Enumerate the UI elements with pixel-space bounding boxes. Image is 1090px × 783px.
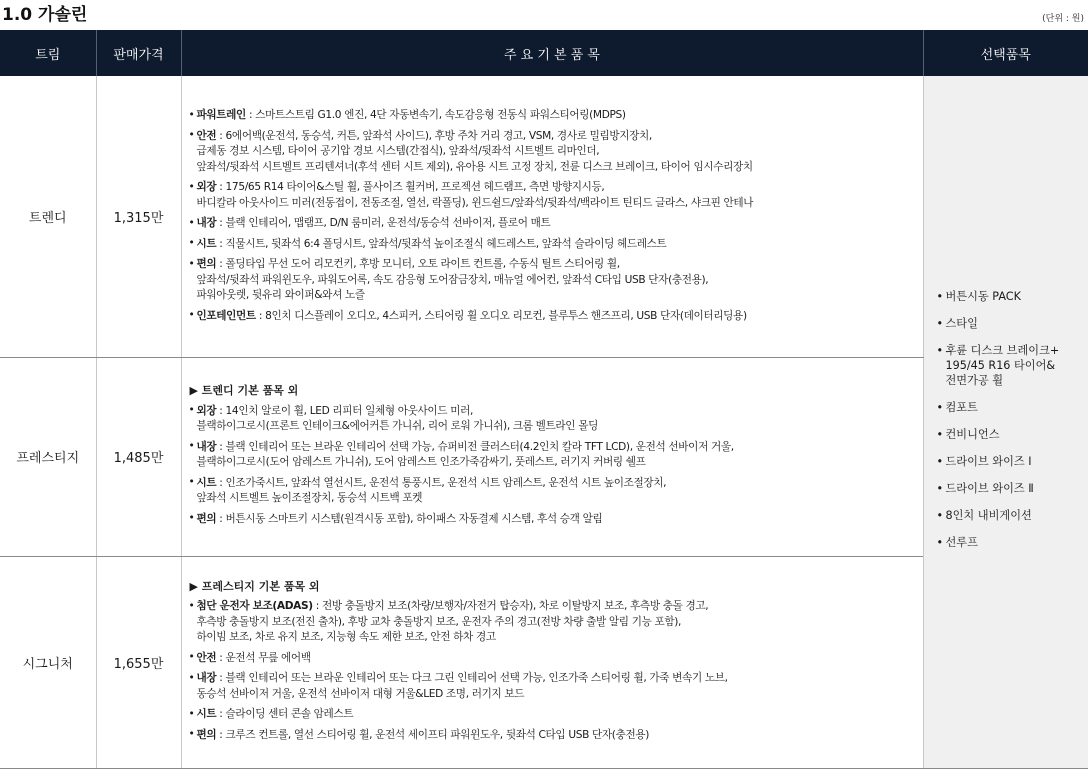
feature-item xyxy=(188,106,917,127)
category-separator: : xyxy=(216,476,226,489)
column-header-main-items: 주 요 기 본 품 목 xyxy=(181,30,923,76)
feature-item xyxy=(188,126,917,178)
feature-category: 편의 xyxy=(196,728,217,741)
trim-name: 프레스티지 xyxy=(0,357,96,556)
feature-text: 직물시트, 뒷좌석 6:4 폴딩시트, 앞좌석/뒷좌석 높이조절식 헤드레스트, 앞좌석 슬라이딩 헤드레스트 xyxy=(225,237,667,250)
feature-category: 외장 xyxy=(196,181,217,194)
category-separator: : xyxy=(255,309,266,322)
option-item: • 후륜 디스크 브레이크+ 195/45 R16 타이어& 전면가공 휠 xyxy=(936,343,1089,388)
category-separator: : xyxy=(216,512,226,525)
category-separator: : xyxy=(312,600,323,612)
base-items-note: ▶ 프레스티지 기본 품목 외 xyxy=(189,579,320,593)
feature-item xyxy=(188,214,917,235)
feature-item xyxy=(188,178,917,214)
feature-category: 편의 xyxy=(196,258,217,271)
feature-text: 슬라이딩 센터 콘솔 암레스트 xyxy=(225,708,354,720)
feature-item xyxy=(188,306,917,327)
option-item: • 드라이브 와이즈 Ⅰ xyxy=(936,454,1089,469)
feature-text: 버튼시동 스마트키 시스템(원격시동 포함), 하이패스 자동결제 시스템, 후석 승객 알림 xyxy=(225,512,603,525)
feature-category: 안전 xyxy=(196,651,217,664)
column-header-options: 선택품목 xyxy=(923,30,1088,76)
trim-name: 시그니처 xyxy=(0,556,96,768)
feature-category: 안전 xyxy=(196,129,217,142)
feature-text: 운전석 무릎 에어백 xyxy=(225,651,311,664)
option-item: • 스타일 xyxy=(936,316,1089,331)
feature-list xyxy=(182,573,923,752)
category-separator: : xyxy=(216,728,226,741)
main-items-cell xyxy=(181,76,923,357)
category-separator: : xyxy=(216,404,226,417)
feature-item xyxy=(188,255,917,307)
feature-category: 첨단 운전자 보조(ADAS) xyxy=(196,600,313,612)
column-header-price: 판매가격 xyxy=(96,30,181,76)
feature-item xyxy=(188,705,917,726)
feature-item xyxy=(188,234,917,255)
main-items-cell xyxy=(181,357,923,556)
feature-category: 파워트레인 xyxy=(196,109,246,122)
feature-item xyxy=(188,669,917,705)
feature-category: 시트 xyxy=(196,708,217,720)
category-separator: : xyxy=(216,651,226,664)
feature-item xyxy=(188,648,917,669)
feature-item xyxy=(188,437,917,473)
category-separator: : xyxy=(216,181,226,194)
feature-item xyxy=(188,509,917,530)
trim-price: 1,315만 xyxy=(96,76,181,357)
feature-list xyxy=(182,100,923,333)
feature-list xyxy=(182,377,923,536)
option-item: • 컨비니언스 xyxy=(936,427,1089,442)
feature-category: 편의 xyxy=(196,512,217,525)
table-header-row xyxy=(0,30,1088,76)
unit-note: (단위 : 원) xyxy=(1042,14,1084,24)
option-item: • 컴포트 xyxy=(936,400,1089,415)
trim-price: 1,485만 xyxy=(96,357,181,556)
feature-category: 인포테인먼트 xyxy=(196,309,256,322)
category-separator: : xyxy=(216,440,226,453)
option-item: • 8인치 내비게이션 xyxy=(936,508,1089,523)
option-item: • 버튼시동 PACK xyxy=(936,289,1089,304)
base-items-note: ▶ 트렌디 기본 품목 외 xyxy=(189,384,299,398)
feature-category: 시트 xyxy=(196,476,217,489)
feature-item xyxy=(188,725,917,746)
option-item: • 선루프 xyxy=(936,535,1089,550)
feature-item xyxy=(188,597,917,649)
feature-text: 전방 충돌방지 보조(차량/보행자/자전거 탑승자), 차로 이탈방지 보조, 후측방 충돌 경고, 후측방 충돌방지 보조(전진 출차), 후방 교차 충돌방지 보조, 운전자 주의 경고(전방 차량 출발 알림 기능 포함), 하이빔 보조, 차로 유지 보조, 지능형 속도 제한 보조, 안전 하차 경고 xyxy=(196,600,709,643)
category-separator: : xyxy=(216,237,226,250)
feature-category: 내장 xyxy=(196,672,217,684)
feature-text: 스마트스트림 G1.0 엔진, 4단 자동변속기, 속도감응형 전동식 파워스티어링(MDPS) xyxy=(255,109,626,122)
feature-text: 8인치 디스플레이 오디오, 4스피커, 스티어링 휠 오디오 리모컨, 블루투스 핸즈프리, USB 단자(데이터리딩용) xyxy=(265,309,747,322)
feature-category: 내장 xyxy=(196,440,217,453)
trim-spec-table xyxy=(0,30,1088,769)
feature-text: 인조가죽시트, 앞좌석 열선시트, 운전석 통풍시트, 운전석 시트 암레스트, 운전석 시트 높이조절장치, 앞좌석 시트벨트 높이조절장치, 동승석 시트백 포켓 xyxy=(196,476,667,505)
category-separator: : xyxy=(216,672,226,684)
category-separator: : xyxy=(216,129,226,142)
feature-text: 6에어백(운전석, 동승석, 커튼, 앞좌석 사이드), 후방 주차 거리 경고, VSM, 경사로 밀림방지장치, 급제동 경보 시스템, 타이어 공기압 경보 시스템(간접식), 앞좌석/뒷좌석 시트벨트 리마인더, 앞좌석/뒷좌석 시트벨트 프리텐셔너(후석 센터 시트 제외), 유아용 시트 고정 장치, 전륜 디스크 브레이크, 타이어 임시수리장치 xyxy=(196,129,753,173)
feature-text: 175/65 R14 타이어&스틸 휠, 풀사이즈 휠커버, 프로젝션 헤드램프, 측면 방향지시등, 바디칼라 아웃사이드 미러(전동접이, 전동조절, 열선, 락폴딩), 윈드쉴드/앞좌석/뒷좌석/백라이트 틴티드 글라스, 샤크핀 안테나 xyxy=(196,181,754,209)
feature-text: 블랙 인테리어, 맵램프, D/N 룸미러, 운전석/동승석 선바이저, 플로어 매트 xyxy=(225,217,551,230)
feature-text: 블랙 인테리어 또는 브라운 인테리어 선택 가능, 슈퍼비전 클러스터(4.2인치 칼라 TFT LCD), 운전석 선바이저 거울, 블랙하이그로시(도어 암레스트 가니쉬), 도어 암레스트 인조가죽감싸기, 풋레스트, 러기지 커버링 쉘프 xyxy=(196,440,734,469)
options-cell xyxy=(923,76,1088,768)
trim-name: 트렌디 xyxy=(0,76,96,357)
feature-item xyxy=(188,473,917,509)
table-row xyxy=(0,76,1088,357)
feature-text: 블랙 인테리어 또는 브라운 인테리어 또는 다크 그린 인테리어 선택 가능, 인조가죽 스티어링 휠, 가죽 변속기 노브, 동승석 선바이저 거울, 운전석 선바이저 대형 거울&LED 조명, 러기지 보드 xyxy=(196,672,728,700)
feature-text: 14인치 알로이 휠, LED 리피터 일체형 아웃사이드 미러, 블랙하이그로시(프론트 인테이크&에어커튼 가니쉬, 리어 로워 가니쉬), 크롬 벨트라인 몰딩 xyxy=(196,404,598,433)
main-items-cell xyxy=(181,556,923,768)
column-header-trim: 트림 xyxy=(0,30,96,76)
feature-category: 시트 xyxy=(196,237,217,250)
feature-text: 크루즈 컨트롤, 열선 스티어링 휠, 운전석 세이프티 파워윈도우, 뒷좌석 C타입 USB 단자(충전용) xyxy=(225,728,650,741)
category-separator: : xyxy=(216,708,226,720)
feature-category: 외장 xyxy=(196,404,217,417)
feature-category: 내장 xyxy=(196,217,217,230)
feature-item xyxy=(188,401,917,437)
trim-price: 1,655만 xyxy=(96,556,181,768)
category-separator: : xyxy=(245,109,256,122)
option-item: • 드라이브 와이즈 Ⅱ xyxy=(936,481,1089,496)
category-separator: : xyxy=(216,258,226,271)
section-title: 1.0 가솔린 xyxy=(2,5,88,25)
category-separator: : xyxy=(216,217,226,230)
feature-text: 폴딩타입 무선 도어 리모컨키, 후방 모니터, 오토 라이트 컨트롤, 수동식 틸트 스티어링 휠, 앞좌석/뒷좌석 파워윈도우, 파워도어록, 속도 감응형 도어잠금장치, 매뉴얼 에어컨, 앞좌석 C타입 USB 단자(충전용), 파워아웃렛, 뒷유리 와이퍼&와셔 노즐 xyxy=(196,258,709,302)
